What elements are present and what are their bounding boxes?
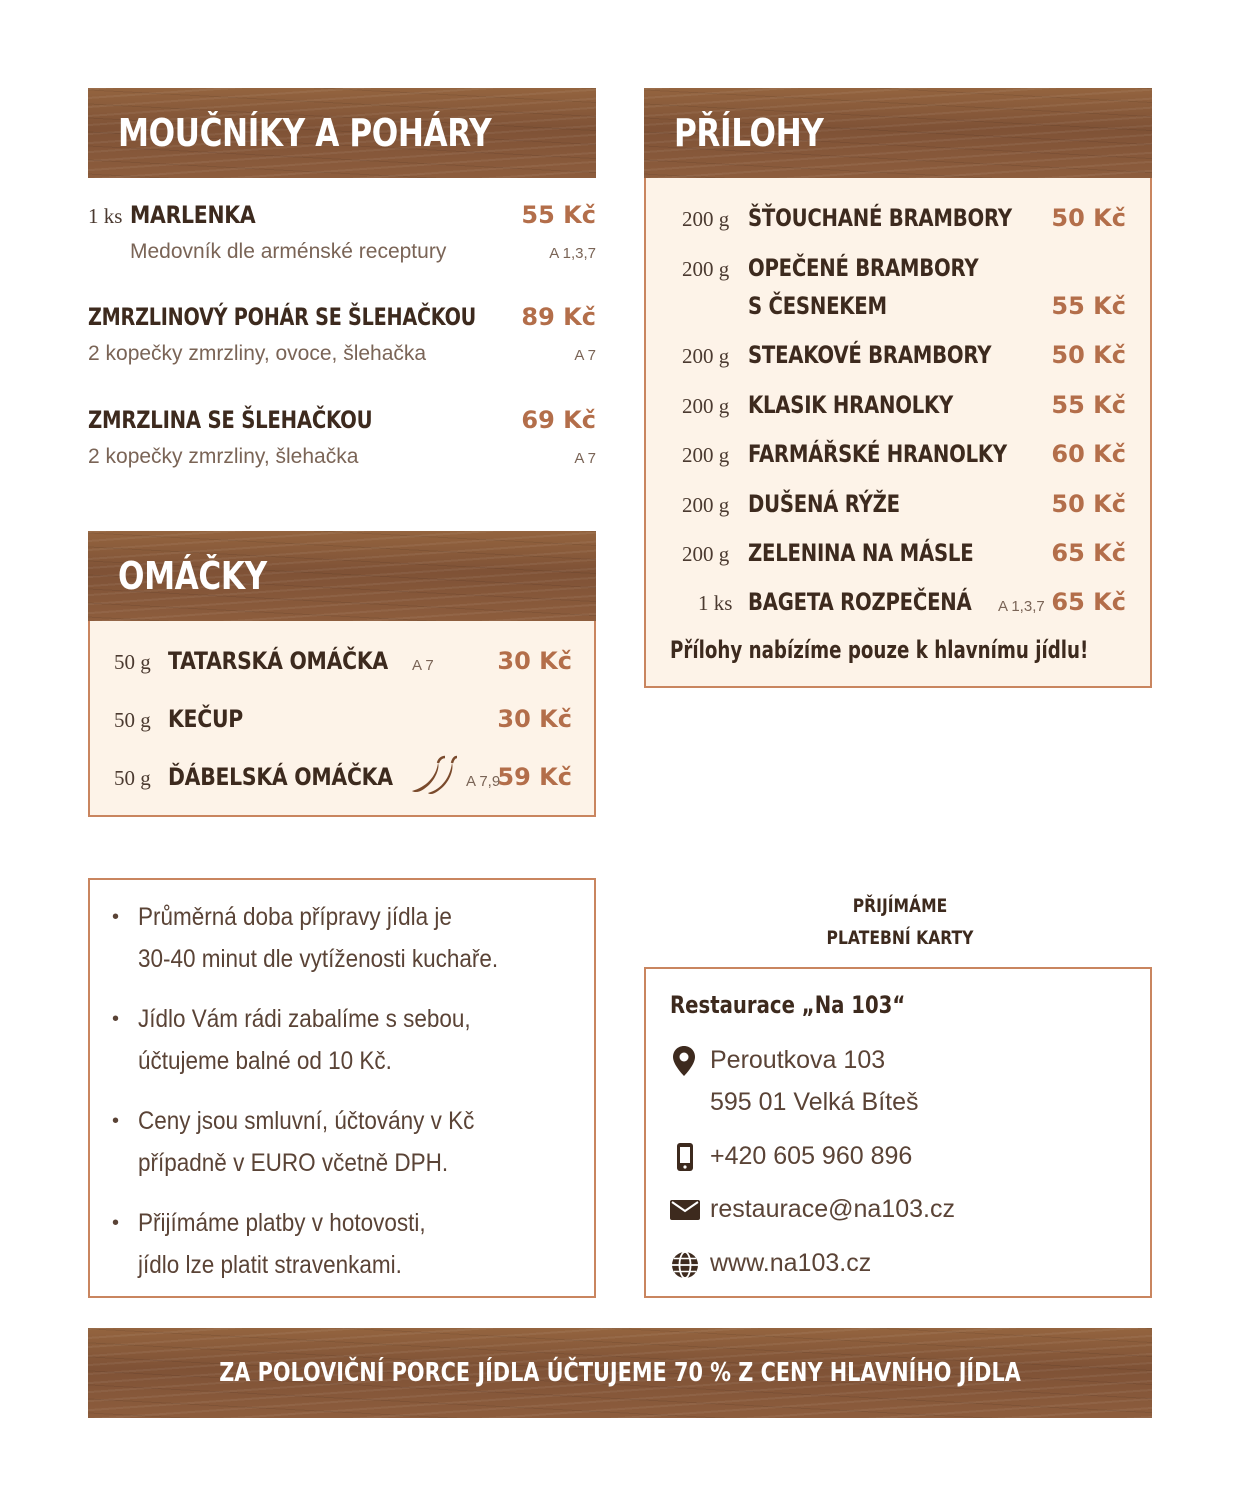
cards-line: PŘIJÍMÁME xyxy=(852,895,948,917)
list-item xyxy=(646,204,1126,238)
item-quantity: 200 g xyxy=(682,443,730,467)
item-name: STEAKOVÉ BRAMBORY xyxy=(748,341,992,369)
website-link[interactable]: www.na103.cz xyxy=(710,1249,872,1277)
info-panel xyxy=(88,878,596,1298)
item-quantity: 50 g xyxy=(114,650,151,674)
info-line: Průměrná doba přípravy jídla je xyxy=(138,903,452,931)
location-pin-icon xyxy=(672,1045,696,1082)
item-price: 69 Kč xyxy=(521,406,596,434)
desserts-header xyxy=(88,88,596,178)
item-name: KEČUP xyxy=(168,705,243,733)
item-quantity: 200 g xyxy=(682,257,730,281)
info-list xyxy=(90,896,594,1304)
item-price: 50 Kč xyxy=(1051,204,1126,232)
info-item xyxy=(90,1100,594,1202)
item-allergens: A 7 xyxy=(412,657,434,674)
list-item xyxy=(646,341,1126,375)
sides-panel xyxy=(644,178,1152,688)
item-quantity: 1 ks xyxy=(88,204,123,228)
info-line: Jídlo Vám rádi zabalíme s sebou, xyxy=(138,1005,471,1033)
item-description: 2 kopečky zmrzliny, šlehačka xyxy=(88,445,359,468)
list-item xyxy=(88,403,596,483)
item-price: 50 Kč xyxy=(1051,490,1126,518)
info-line: případně v EURO včetně DPH. xyxy=(138,1149,449,1177)
info-line: jídlo lze platit stravenkami. xyxy=(138,1251,402,1279)
item-quantity: 200 g xyxy=(682,207,730,231)
item-name: DUŠENÁ RÝŽE xyxy=(748,490,900,518)
sauces-header xyxy=(88,531,596,621)
list-item xyxy=(646,588,1126,622)
item-description: Medovník dle arménské receptury xyxy=(130,240,447,263)
item-name: ĎÁBELSKÁ OMÁČKA xyxy=(168,763,393,791)
item-quantity: 200 g xyxy=(682,394,730,418)
item-allergens: A 7,9 xyxy=(466,773,501,790)
item-name: OPEČENÉ BRAMBORY xyxy=(748,254,979,282)
info-item xyxy=(90,1202,594,1304)
envelope-icon xyxy=(670,1200,700,1225)
item-name: MARLENKA xyxy=(130,201,256,229)
item-description: 2 kopečky zmrzliny, ovoce, šlehačka xyxy=(88,342,427,365)
item-price: 30 Kč xyxy=(497,705,572,733)
list-item xyxy=(646,490,1126,524)
item-quantity: 50 g xyxy=(114,708,151,732)
info-line: Ceny jsou smluvní, účtovány v Kč xyxy=(138,1107,475,1135)
list-item xyxy=(646,254,1126,328)
item-quantity: 50 g xyxy=(114,766,151,790)
item-quantity: 200 g xyxy=(682,344,730,368)
item-name: FARMÁŘSKÉ HRANOLKY xyxy=(748,440,1007,468)
item-name: ŠŤOUCHANÉ BRAMBORY xyxy=(748,204,1012,232)
phone-icon xyxy=(676,1142,694,1177)
info-item xyxy=(90,896,594,998)
footer-text: ZA POLOVIČNÍ PORCE JÍDLA ÚČTUJEME 70 % Z CENY HLAVNÍHO JÍDLA xyxy=(219,1358,1021,1388)
list-item xyxy=(646,440,1126,474)
info-line: účtujeme balné od 10 Kč. xyxy=(138,1047,392,1075)
item-name: BAGETA ROZPEČENÁ xyxy=(748,588,972,616)
sides-title: PŘÍLOHY xyxy=(674,111,824,155)
address xyxy=(710,1039,918,1123)
globe-icon xyxy=(670,1250,700,1285)
item-name xyxy=(168,647,388,675)
chili-peppers-icon xyxy=(406,755,458,800)
address-street: Peroutkova 103 xyxy=(710,1046,886,1074)
address-city: 595 01 Velká Bíteš xyxy=(710,1088,919,1116)
bullet-icon: • xyxy=(112,906,120,928)
item-price: 55 Kč xyxy=(1051,292,1126,320)
item-price: 30 Kč xyxy=(497,647,572,675)
bullet-icon: • xyxy=(112,1110,120,1132)
list-item xyxy=(646,539,1126,573)
item-name: KLASIK HRANOLKY xyxy=(748,391,954,419)
item-price: 65 Kč xyxy=(1051,539,1126,567)
item-allergens: A 1,3,7 xyxy=(998,598,1045,615)
bullet-icon: • xyxy=(112,1212,120,1234)
bullet-icon: • xyxy=(112,1008,120,1030)
cards-notice xyxy=(770,890,1030,954)
list-item xyxy=(88,300,596,380)
item-price: 55 Kč xyxy=(1051,391,1126,419)
phone-number[interactable]: +420 605 960 896 xyxy=(710,1142,913,1170)
info-line: 30-40 minut dle vytíženosti kuchaře. xyxy=(138,945,499,973)
item-price: 89 Kč xyxy=(521,303,596,331)
contact-panel xyxy=(644,967,1152,1298)
item-name: ZMRZLINOVÝ POHÁR SE ŠLEHAČKOU xyxy=(88,303,477,331)
list-item xyxy=(88,198,596,278)
sauces-title: OMÁČKY xyxy=(118,554,267,598)
cards-line: PLATEBNÍ KARTY xyxy=(826,927,974,949)
footer-banner xyxy=(88,1328,1152,1418)
info-item xyxy=(90,998,594,1100)
email-link[interactable]: restaurace@na103.cz xyxy=(710,1195,955,1223)
item-quantity: 1 ks xyxy=(698,591,733,615)
item-price: 50 Kč xyxy=(1051,341,1126,369)
info-line: Přijímáme platby v hotovosti, xyxy=(138,1209,426,1237)
sides-header xyxy=(644,88,1152,178)
list-item xyxy=(114,647,572,681)
item-allergens: A 1,3,7 xyxy=(549,245,596,262)
item-price: 60 Kč xyxy=(1051,440,1126,468)
list-item xyxy=(114,705,572,739)
item-quantity: 200 g xyxy=(682,493,730,517)
item-price: 65 Kč xyxy=(1051,588,1126,616)
item-quantity: 200 g xyxy=(682,542,730,566)
item-allergens: A 7 xyxy=(574,450,596,467)
item-name-text: TATARSKÁ OMÁČKA xyxy=(168,647,388,675)
item-price: 55 Kč xyxy=(521,201,596,229)
list-item xyxy=(646,391,1126,425)
item-price: 59 Kč xyxy=(497,763,572,791)
item-name: ZELENINA NA MÁSLE xyxy=(748,539,974,567)
sides-note-text: Přílohy nabízíme pouze k hlavnímu jídlu! xyxy=(670,636,1089,664)
desserts-title: MOUČNÍKY A POHÁRY xyxy=(118,111,492,155)
item-name: ZMRZLINA SE ŠLEHAČKOU xyxy=(88,406,373,434)
restaurant-name xyxy=(670,991,957,1019)
sauces-panel xyxy=(88,621,596,817)
restaurant-name-text: Restaurace „Na 103“ xyxy=(670,991,906,1019)
item-name-line2: S ČESNEKEM xyxy=(748,292,887,320)
item-allergens: A 7 xyxy=(574,347,596,364)
sides-note xyxy=(670,636,1150,664)
list-item xyxy=(114,763,572,797)
